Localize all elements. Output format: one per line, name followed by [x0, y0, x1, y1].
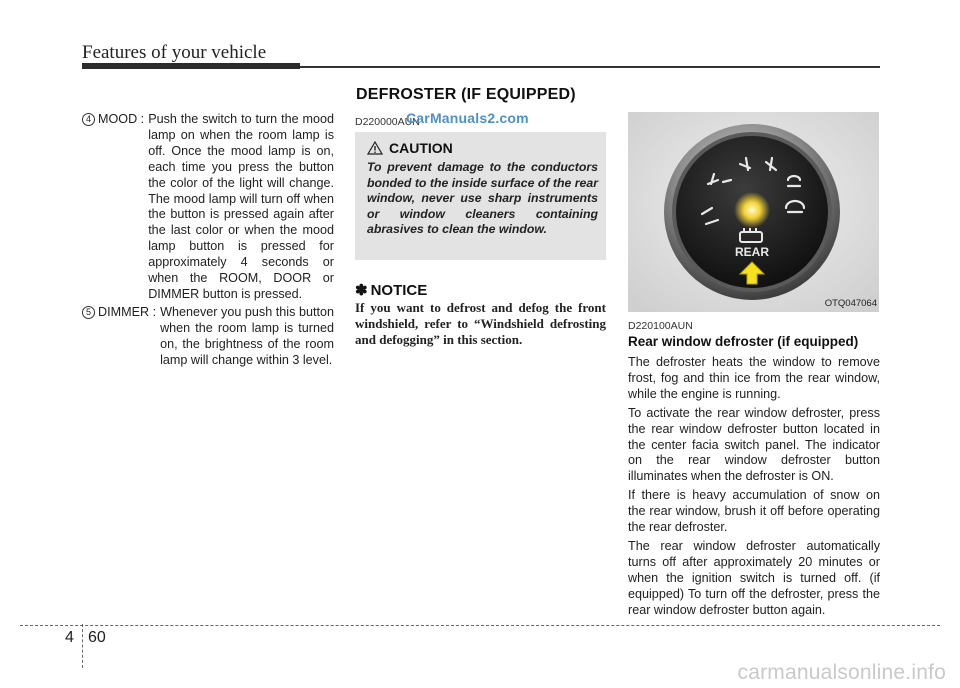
warning-triangle-icon [367, 141, 383, 155]
caution-box [355, 132, 606, 260]
caution-header [367, 140, 598, 156]
defroster-code: D220000AUN [355, 116, 420, 128]
notice-star-icon: ✽ [355, 282, 368, 299]
header-title: Features of your vehicle [82, 42, 267, 63]
rear-defroster-text [628, 355, 880, 622]
photo-caption: OTQ047064 [824, 298, 877, 309]
def-term [82, 305, 160, 369]
header-bar [82, 63, 300, 69]
def-item-mood [82, 112, 334, 303]
caution-title: CAUTION [389, 140, 453, 156]
paragraph: If there is heavy accumulation of snow on the rear window, brush it off before operating the rear defroster. [628, 488, 880, 535]
rear-defroster-heading: Rear window defroster (if equipped) [628, 334, 859, 349]
footer-watermark[interactable]: carmanualsonline.info [737, 661, 946, 684]
footer-divider [82, 624, 83, 668]
section-heading: DEFROSTER (IF EQUIPPED) [356, 86, 576, 103]
def-term-label: MOOD : [98, 112, 145, 126]
rear-defroster-code: D220100AUN [628, 320, 693, 332]
def-body: Push the switch to turn the mood lamp on when the room lamp is off. Once the mood lamp is on, each time you press the button the color of the light will change. The mood lamp will turn off when the button is pressed again after the last color or when the mood lamp button is pressed for approximately 4 seconds or when the ROOM, DOOR or DIMMER button is pressed. [148, 112, 334, 301]
paragraph: The rear window defroster automatically turns off after approximately 20 minutes or when the ignition switch is turned off. (if equipped) To turn off the defroster, press the rear window defroster button again. [628, 538, 880, 617]
notice-title: NOTICE [370, 282, 428, 299]
page-number: 60 [88, 629, 106, 646]
site-watermark[interactable]: CarManuals2.com [406, 110, 529, 126]
notice-text: If you want to defrost and defog the front windshield, refer to “Windshield defrosting and defogging” in this section. [355, 300, 606, 347]
footer-rule [20, 625, 940, 626]
circled-number: 4 [82, 113, 95, 126]
def-term [82, 112, 148, 303]
switch-definitions [82, 112, 334, 371]
def-term-label: DIMMER : [98, 304, 157, 319]
notice-heading [355, 281, 427, 299]
paragraph: The defroster heats the window to remove frost, fog and thin ice from the rear window, while the engine is running. [628, 355, 880, 401]
circled-number: 5 [82, 306, 95, 319]
knob-label: REAR [734, 245, 770, 259]
climate-knob-illustration [628, 112, 879, 312]
caution-text: To prevent damage to the conductors bonded to the inside surface of the rear window, never use sharp instruments or window cleaners containing abrasives to clean the window. [367, 160, 598, 237]
def-body: Whenever you push this button when the room lamp is turned on, the brightness of the room lamp will change within 3 level. [160, 304, 334, 367]
chapter-number: 4 [65, 629, 74, 646]
def-item-dimmer [82, 305, 334, 369]
paragraph: To activate the rear window defroster, press the rear window defroster button located in the center facia switch panel. The indicator on the rear window defroster button illuminates when the defroster is ON. [628, 405, 880, 484]
defroster-photo [628, 112, 879, 312]
